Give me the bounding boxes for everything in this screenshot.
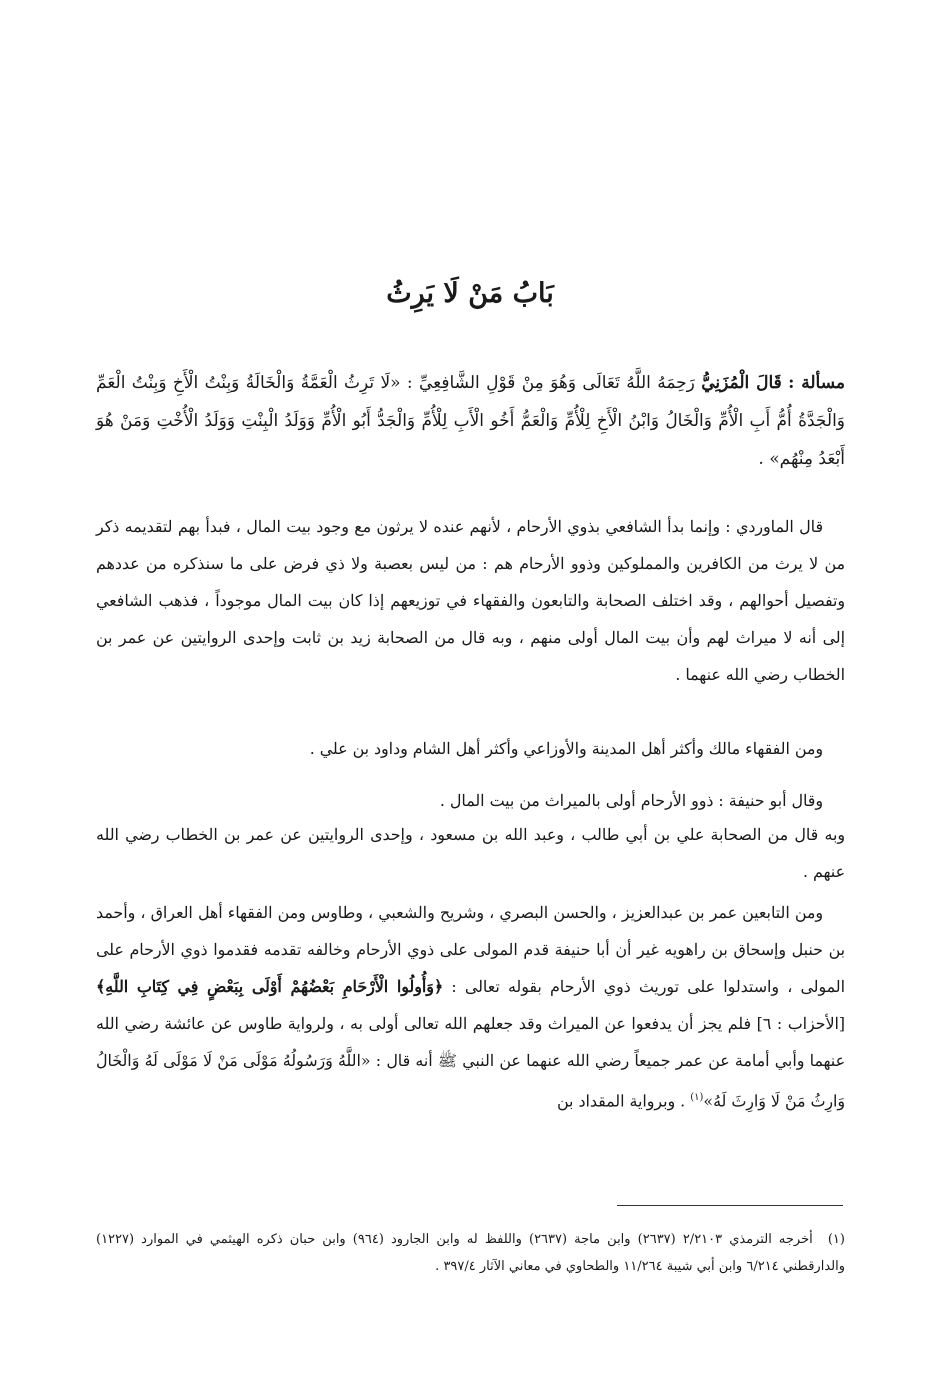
- paragraph-tabiin: [96, 894, 845, 1119]
- footnote-number: (١): [827, 1232, 845, 1247]
- paragraph-text: وقال أبو حنيفة : ذوو الأرحام أولى بالميراث من بيت المال .: [439, 791, 823, 810]
- paragraph-text: [96, 894, 845, 1119]
- quran-verse: ﴿وَأُولُوا الْأَرْحَامِ بَعْضُهُمْ أَوْلَى بِبَعْضٍ فِي كِتَابِ اللَّهِ﴾: [96, 977, 444, 996]
- paragraph-companions: [96, 816, 845, 890]
- paragraph-text-part: . وبرواية المقداد بن: [557, 1091, 686, 1111]
- paragraph-text-part: فلم يجز أن يدفعوا عن الميراث وقد جعلهم الله تعالى أولى به ، ولرواية طاوس عن عائشة رضي الله عنهما وأبي أمامة عن عمر جميعاً رضي الله عنهما عن النبي ﷺ أنه قال : «اللَّهُ وَرَسُولُهُ مَوْلَى مَنْ لَا مَوْلَى لَهُ وَالْخَالُ وَارِثُ مَنْ لَا وَارِثَ لَهُ»: [96, 1014, 845, 1111]
- masala-label: مسألة :: [788, 373, 846, 393]
- paragraph-text: قال الماوردي : وإنما بدأ الشافعي بذوي الأرحام ، لأنهم عنده لا يرثون مع وجود بيت المال ، فبدأ بهم لتقديمه ذكر من لا يرث من الكافرين والمملوكين وذوو الأرحام هم : من ليس بعصبة ولا ذي فرض على ما سنذكره من عددهم وتفصيل أحوالهم ، وقد اختلف الصحابة والتابعون والفقهاء في توزيعهم إذا كان بيت المال موجوداً ، فذهب الشافعي إلى أنه لا ميراث لهم وأن بيت المال أولى منهم ، وبه قال من الصحابة زيد بن ثابت وإحدى الروايتين عن عمر بن الخطاب رضي الله عنهما .: [96, 517, 845, 684]
- paragraph-jurists: [96, 730, 845, 767]
- paragraph-text-part: ومن التابعين عمر بن عبدالعزيز ، والحسن البصري ، وشريح والشعبي ، وطاوس ومن الفقهاء أهل العراق ، وأحمد بن حنبل وإسحاق بن راهويه غير أن أبا حنيفة قدم المولى على ذوي الأرحام وخالفه تقدمه فقدموا ذوي الأرحام على المولى ، واستدلوا على توريث ذوي الأرحام بقوله تعالى :: [96, 903, 845, 996]
- footnote-marker: (١): [690, 1092, 704, 1103]
- paragraph-mawardi: [96, 508, 845, 693]
- masala-author: قَالَ الْمُزَنِيُّ: [701, 373, 782, 393]
- verse-reference: [الأحزاب : ٦]: [756, 1014, 846, 1033]
- masala-paragraph: [96, 364, 845, 478]
- paragraph-text: وبه قال من الصحابة علي بن أبي طالب ، وعبد الله بن مسعود ، وإحدى الروايتين عن عمر بن الخطاب رضي الله عنهم .: [96, 825, 845, 881]
- masala-text: رَحِمَهُ اللَّهُ تَعَالَى وَهُوَ مِنْ قَوْلِ الشَّافِعِيِّ : «لَا تَرِثُ الْعَمَّةُ وَالْخَالَةُ وَبِنْتُ الْأَخِ وَبِنْتُ الْعَمِّ وَالْجَدَّةُ أُمُّ أَبِ الْأُمِّ وَالْخَالُ وَابْنُ الْأَخِ لِلْأُمِّ وَالْعَمُّ أَخُو الْأَبِ لِلْأُمِّ وَالْجَدُّ أَبُو الْأُمِّ وَوَلَدُ الْبِنْتِ وَوَلَدُ الْأُخْتِ وَمَنْ هُوَ أَبْعَدُ مِنْهُم» .: [96, 373, 846, 469]
- footnote-divider: [617, 1205, 843, 1206]
- footnote-text: أخرجه الترمذي ٢/٢١٠٣ (٢٦٣٧) وابن ماجة (٢٦٣٧) واللفظ له وابن الجارود (٩٦٤) وابن حبان ذكره الهيثمي في الموارد (١٢٢٧) والدارقطني ٦/٢١٤ وابن أبي شيبة ١١/٢٦٤ والطحاوي في معاني الآثار ٣٩٧/٤ .: [96, 1232, 845, 1274]
- paragraph-text: ومن الفقهاء مالك وأكثر أهل المدينة والأوزاعي وأكثر أهل الشام وداود بن علي .: [309, 739, 823, 758]
- paragraph-abu-hanifa: [96, 782, 845, 819]
- chapter-title: بَابُ مَنْ لَا يَرِثُ: [386, 278, 554, 309]
- footnote: [96, 1226, 845, 1280]
